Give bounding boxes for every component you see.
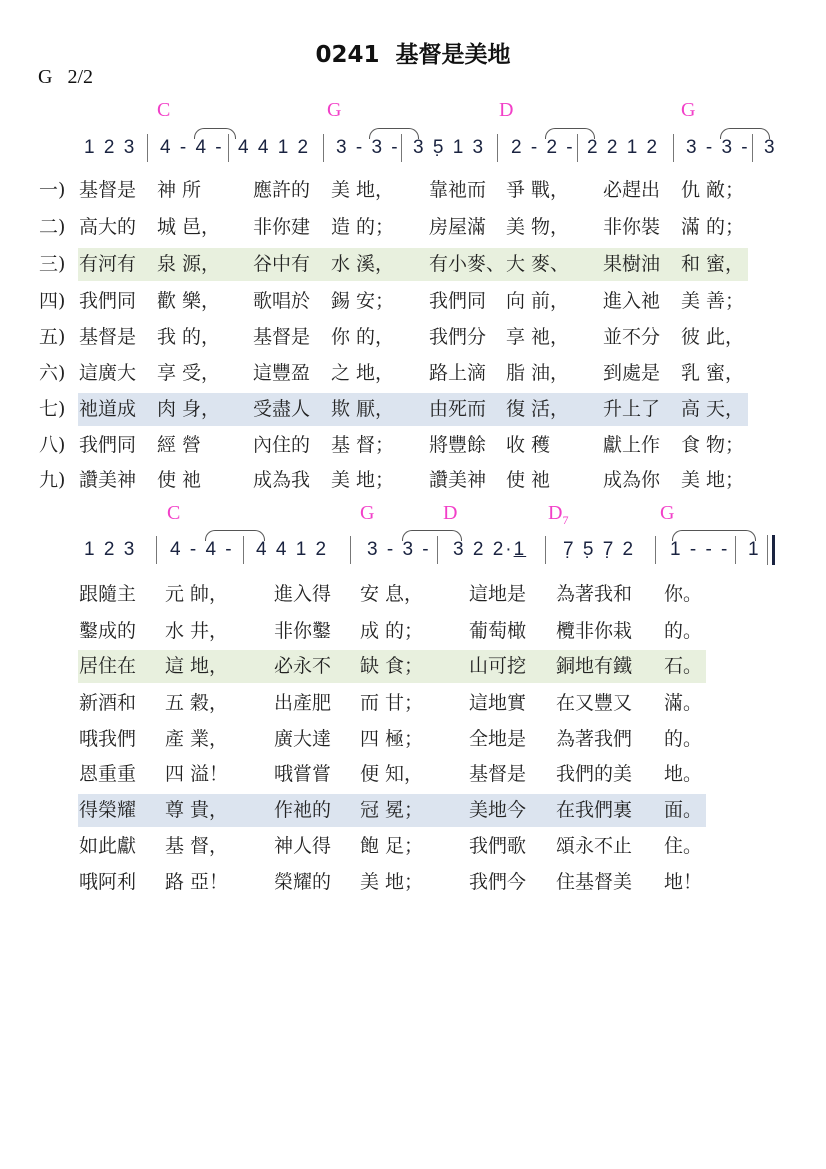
lyric-phrase: 果樹油 [603,253,661,275]
bar-line [655,536,656,564]
lyric-phrase: 食 物； [681,434,745,456]
lyric-phrase: 升上了 [603,398,661,420]
measure: 4 4 1 2 [238,137,311,158]
lyric-phrase: 銅地有鐵 [556,655,633,677]
chord: G [681,99,696,121]
lyric-phrase: 獻上作 [603,434,661,456]
measure: 2 2 1 2 [587,137,660,158]
lyric-phrase: 有河有 [79,253,137,275]
lyric-phrase: 受盡人 [253,398,311,420]
measure: 3 - 3 - [686,137,750,158]
chord: G [360,502,375,524]
lyric-phrase: 享 祂， [506,326,570,348]
lyric-phrase: 葡萄橄 [469,620,527,642]
lyric-phrase: 水 溪， [331,253,395,275]
lyric-phrase: 經 營 [157,434,202,456]
lyric-phrase: 你 的， [331,326,395,348]
lyric-phrase: 和 蜜， [681,253,745,275]
lyric-phrase: 五 穀， [165,692,229,714]
verse-number: 九) [39,469,66,491]
lyric-phrase: 必永不 [274,655,332,677]
lyric-phrase: 便 知， [360,763,424,785]
lyric-phrase: 復 活， [506,398,570,420]
lyric-phrase: 我 的， [157,326,221,348]
lyric-phrase: 神人得 [274,835,332,857]
final-bar-thin [767,535,768,565]
lyric-phrase: 收 穫 [506,434,551,456]
lyric-phrase: 我們的美 [556,763,633,785]
lyric-phrase: 我們同 [79,434,137,456]
lyric-phrase: 我們同 [79,290,137,312]
measure: 1 2 3 [84,137,137,158]
bar-line [228,134,229,162]
lyric-phrase: 出產肥 [274,692,332,714]
lyric-phrase: 飽 足； [360,835,424,857]
lyric-phrase: 作祂的 [274,799,332,821]
page-title: 0241 基督是美地 [315,42,511,68]
lyric-phrase: 美 善； [681,290,745,312]
notes: 3 2 2· [453,539,514,560]
lyric-phrase: 水 井， [165,620,229,642]
lyric-phrase: 之 地， [331,362,395,384]
lyric-phrase: 成 的； [360,620,424,642]
bar-line [545,536,546,564]
measure: 1 2 3 [84,539,137,560]
measure: 4 - 4 - [170,539,234,560]
lyric-phrase: 缺 食； [360,655,424,677]
measure: 4 4 1 2 [256,539,329,560]
measure: 1 [748,539,761,560]
lyric-phrase: 美地今 [469,799,527,821]
lyric-phrase: 讚美神 [429,469,487,491]
lyric-phrase: 美 地， [331,179,395,201]
lyric-phrase: 基督是 [253,326,311,348]
lyric-phrase: 這地實 [469,692,527,714]
lyric-phrase: 靠祂而 [429,179,487,201]
lyric-phrase: 非你裝 [603,216,661,238]
bar-line [497,134,498,162]
lyric-phrase: 新酒和 [79,692,137,714]
lyric-phrase: 基 督； [331,434,395,456]
lyric-phrase: 祂道成 [79,398,137,420]
lyric-phrase: 房屋滿 [429,216,487,238]
lyric-phrase: 進入得 [274,583,332,605]
lyric-phrase: 大 麥、 [506,253,570,275]
lyric-phrase: 到處是 [603,362,661,384]
tie [672,530,756,541]
verse-number: 一) [39,179,66,201]
measure: 1 - - - [670,539,730,560]
verse-number: 二) [39,216,66,238]
chord: C [157,99,171,121]
underlined-note: 1 [513,539,527,560]
tie [194,128,236,139]
lyric-phrase: 城 邑， [157,216,221,238]
lyric-phrase: 欺 厭， [331,398,395,420]
lyric-phrase: 這 地， [165,655,229,677]
lyric-phrase: 乳 蜜， [681,362,745,384]
lyric-phrase: 居住在 [79,655,137,677]
lyric-phrase: 成為我 [253,469,311,491]
lyric-phrase: 四 溢！ [165,763,229,785]
measure: 3 - 3 - [336,137,400,158]
chord: G [660,502,675,524]
bar-line [735,536,736,564]
lyric-phrase: 彼 此， [681,326,745,348]
lyric-phrase: 哦我們 [79,728,137,750]
lyric-phrase: 歌唱於 [253,290,311,312]
bar-line [401,134,402,162]
lyric-phrase: 為著我和 [556,583,633,605]
final-bar-thick [772,535,775,565]
lyric-phrase: 泉 源， [157,253,221,275]
lyric-phrase: 錫 安； [331,290,395,312]
chord-extension: 7 [562,513,569,527]
lyric-phrase: 使 祂 [157,469,202,491]
measure: 3 - 3 - [367,539,431,560]
lyric-phrase: 產 業， [165,728,229,750]
chord-root: D [548,502,563,524]
lyric-phrase: 向 前， [506,290,570,312]
lyric-phrase: 面。 [664,799,703,821]
bar-line [147,134,148,162]
lyric-phrase: 基督是 [79,326,137,348]
lyric-phrase: 非你建 [253,216,311,238]
lyric-phrase: 美 地； [360,871,424,893]
lyric-phrase: 滿。 [664,692,703,714]
bar-line [323,134,324,162]
lyric-phrase: 跟隨主 [79,583,137,605]
verse-number: 六) [39,362,66,384]
lyric-phrase: 而 甘； [360,692,424,714]
lyric-phrase: 我們同 [429,290,487,312]
measure: 3 [764,137,777,158]
lyric-phrase: 我們分 [429,326,487,348]
lyric-phrase: 為著我們 [556,728,633,750]
lyric-phrase: 高 天， [681,398,745,420]
lyric-phrase: 基督是 [469,763,527,785]
lyric-phrase: 美 地； [681,469,745,491]
lyric-phrase: 住。 [664,835,703,857]
lyric-phrase: 頌永不止 [556,835,633,857]
measure [453,539,526,561]
lyric-phrase: 應許的 [253,179,311,201]
chord: D [443,502,458,524]
lyric-phrase: 安 息， [360,583,424,605]
bar-line [752,134,753,162]
lyric-phrase: 進入祂 [603,290,661,312]
lyric-phrase: 我們歌 [469,835,527,857]
lyric-phrase: 造 的； [331,216,395,238]
lyric-phrase: 讚美神 [79,469,137,491]
lyric-phrase: 非你鑿 [274,620,332,642]
lyric-phrase: 歡 樂， [157,290,221,312]
lyric-phrase: 將豐餘 [429,434,487,456]
bar-line [350,536,351,564]
lyric-phrase: 神 所 [157,179,202,201]
lyric-phrase: 脂 油， [506,362,570,384]
lyric-phrase: 美 物， [506,216,570,238]
lyric-phrase: 使 祂 [506,469,551,491]
lyric-phrase: 由死而 [429,398,487,420]
lyric-phrase: 榮耀的 [274,871,332,893]
lyric-phrase: 的。 [664,728,703,750]
lyric-phrase: 得榮耀 [79,799,137,821]
verse-number: 三) [39,253,66,275]
chord: G [327,99,342,121]
verse-number: 八) [39,434,66,456]
lyric-phrase: 我們今 [469,871,527,893]
verse-number: 四) [39,290,66,312]
lyric-phrase: 高大的 [79,216,137,238]
lyric-phrase: 基督是 [79,179,137,201]
lyric-phrase: 在我們裏 [556,799,633,821]
lyric-phrase: 谷中有 [253,253,311,275]
lyric-phrase: 在又豐又 [556,692,633,714]
lyric-phrase: 元 帥， [165,583,229,605]
measure: 4 - 4 - [160,137,224,158]
tie [720,128,770,139]
verse-number: 五) [39,326,66,348]
key-time-signature: G 2/2 [38,66,93,88]
lyric-phrase: 這豐盈 [253,362,311,384]
lyric-phrase: 這地是 [469,583,527,605]
lyric-phrase: 享 受， [157,362,221,384]
lyric-phrase: 冠 冕； [360,799,424,821]
lyric-phrase: 美 地； [331,469,395,491]
verse-number: 七) [39,398,66,420]
lyric-phrase: 爭 戰， [506,179,570,201]
lyric-phrase: 地。 [664,763,703,785]
bar-line [243,536,244,564]
measure: 7̣ 5̣ 7̣ 2 [563,539,636,560]
chord-d7 [548,502,568,528]
lyric-phrase: 全地是 [469,728,527,750]
lyric-phrase: 廣大達 [274,728,332,750]
lyric-phrase: 並不分 [603,326,661,348]
lyric-phrase: 的。 [664,620,703,642]
lyric-phrase: 基 督， [165,835,229,857]
lyric-phrase: 這廣大 [79,362,137,384]
lyric-phrase: 有小麥、 [429,253,506,275]
bar-line [577,134,578,162]
lyric-phrase: 仇 敵； [681,179,745,201]
lyric-phrase: 四 極； [360,728,424,750]
lyric-phrase: 哦阿利 [79,871,137,893]
chord: C [167,502,181,524]
measure: 2 - 2 - [511,137,575,158]
lyric-phrase: 欖非你栽 [556,620,633,642]
lyric-phrase: 必趕出 [603,179,661,201]
lyric-phrase: 石。 [664,655,703,677]
bar-line [437,536,438,564]
lyric-phrase: 恩重重 [79,763,137,785]
lyric-phrase: 成為你 [603,469,661,491]
bar-line [673,134,674,162]
lyric-phrase: 肉 身， [157,398,221,420]
bar-line [156,536,157,564]
lyric-phrase: 如此獻 [79,835,137,857]
lyric-phrase: 滿 的； [681,216,745,238]
lyric-phrase: 路上滴 [429,362,487,384]
lyric-phrase: 哦嘗嘗 [274,763,332,785]
lyric-phrase: 鑿成的 [79,620,137,642]
lyric-phrase: 路 亞！ [165,871,229,893]
lyric-phrase: 尊 貴， [165,799,229,821]
lyric-phrase: 山可挖 [469,655,527,677]
lyric-phrase: 內住的 [253,434,311,456]
lyric-phrase: 住基督美 [556,871,633,893]
lyric-phrase: 你。 [664,583,703,605]
measure: 3 5̣ 1 3 [413,137,486,158]
chord: D [499,99,514,121]
lyric-phrase: 地！ [664,871,703,893]
tie [369,128,419,139]
